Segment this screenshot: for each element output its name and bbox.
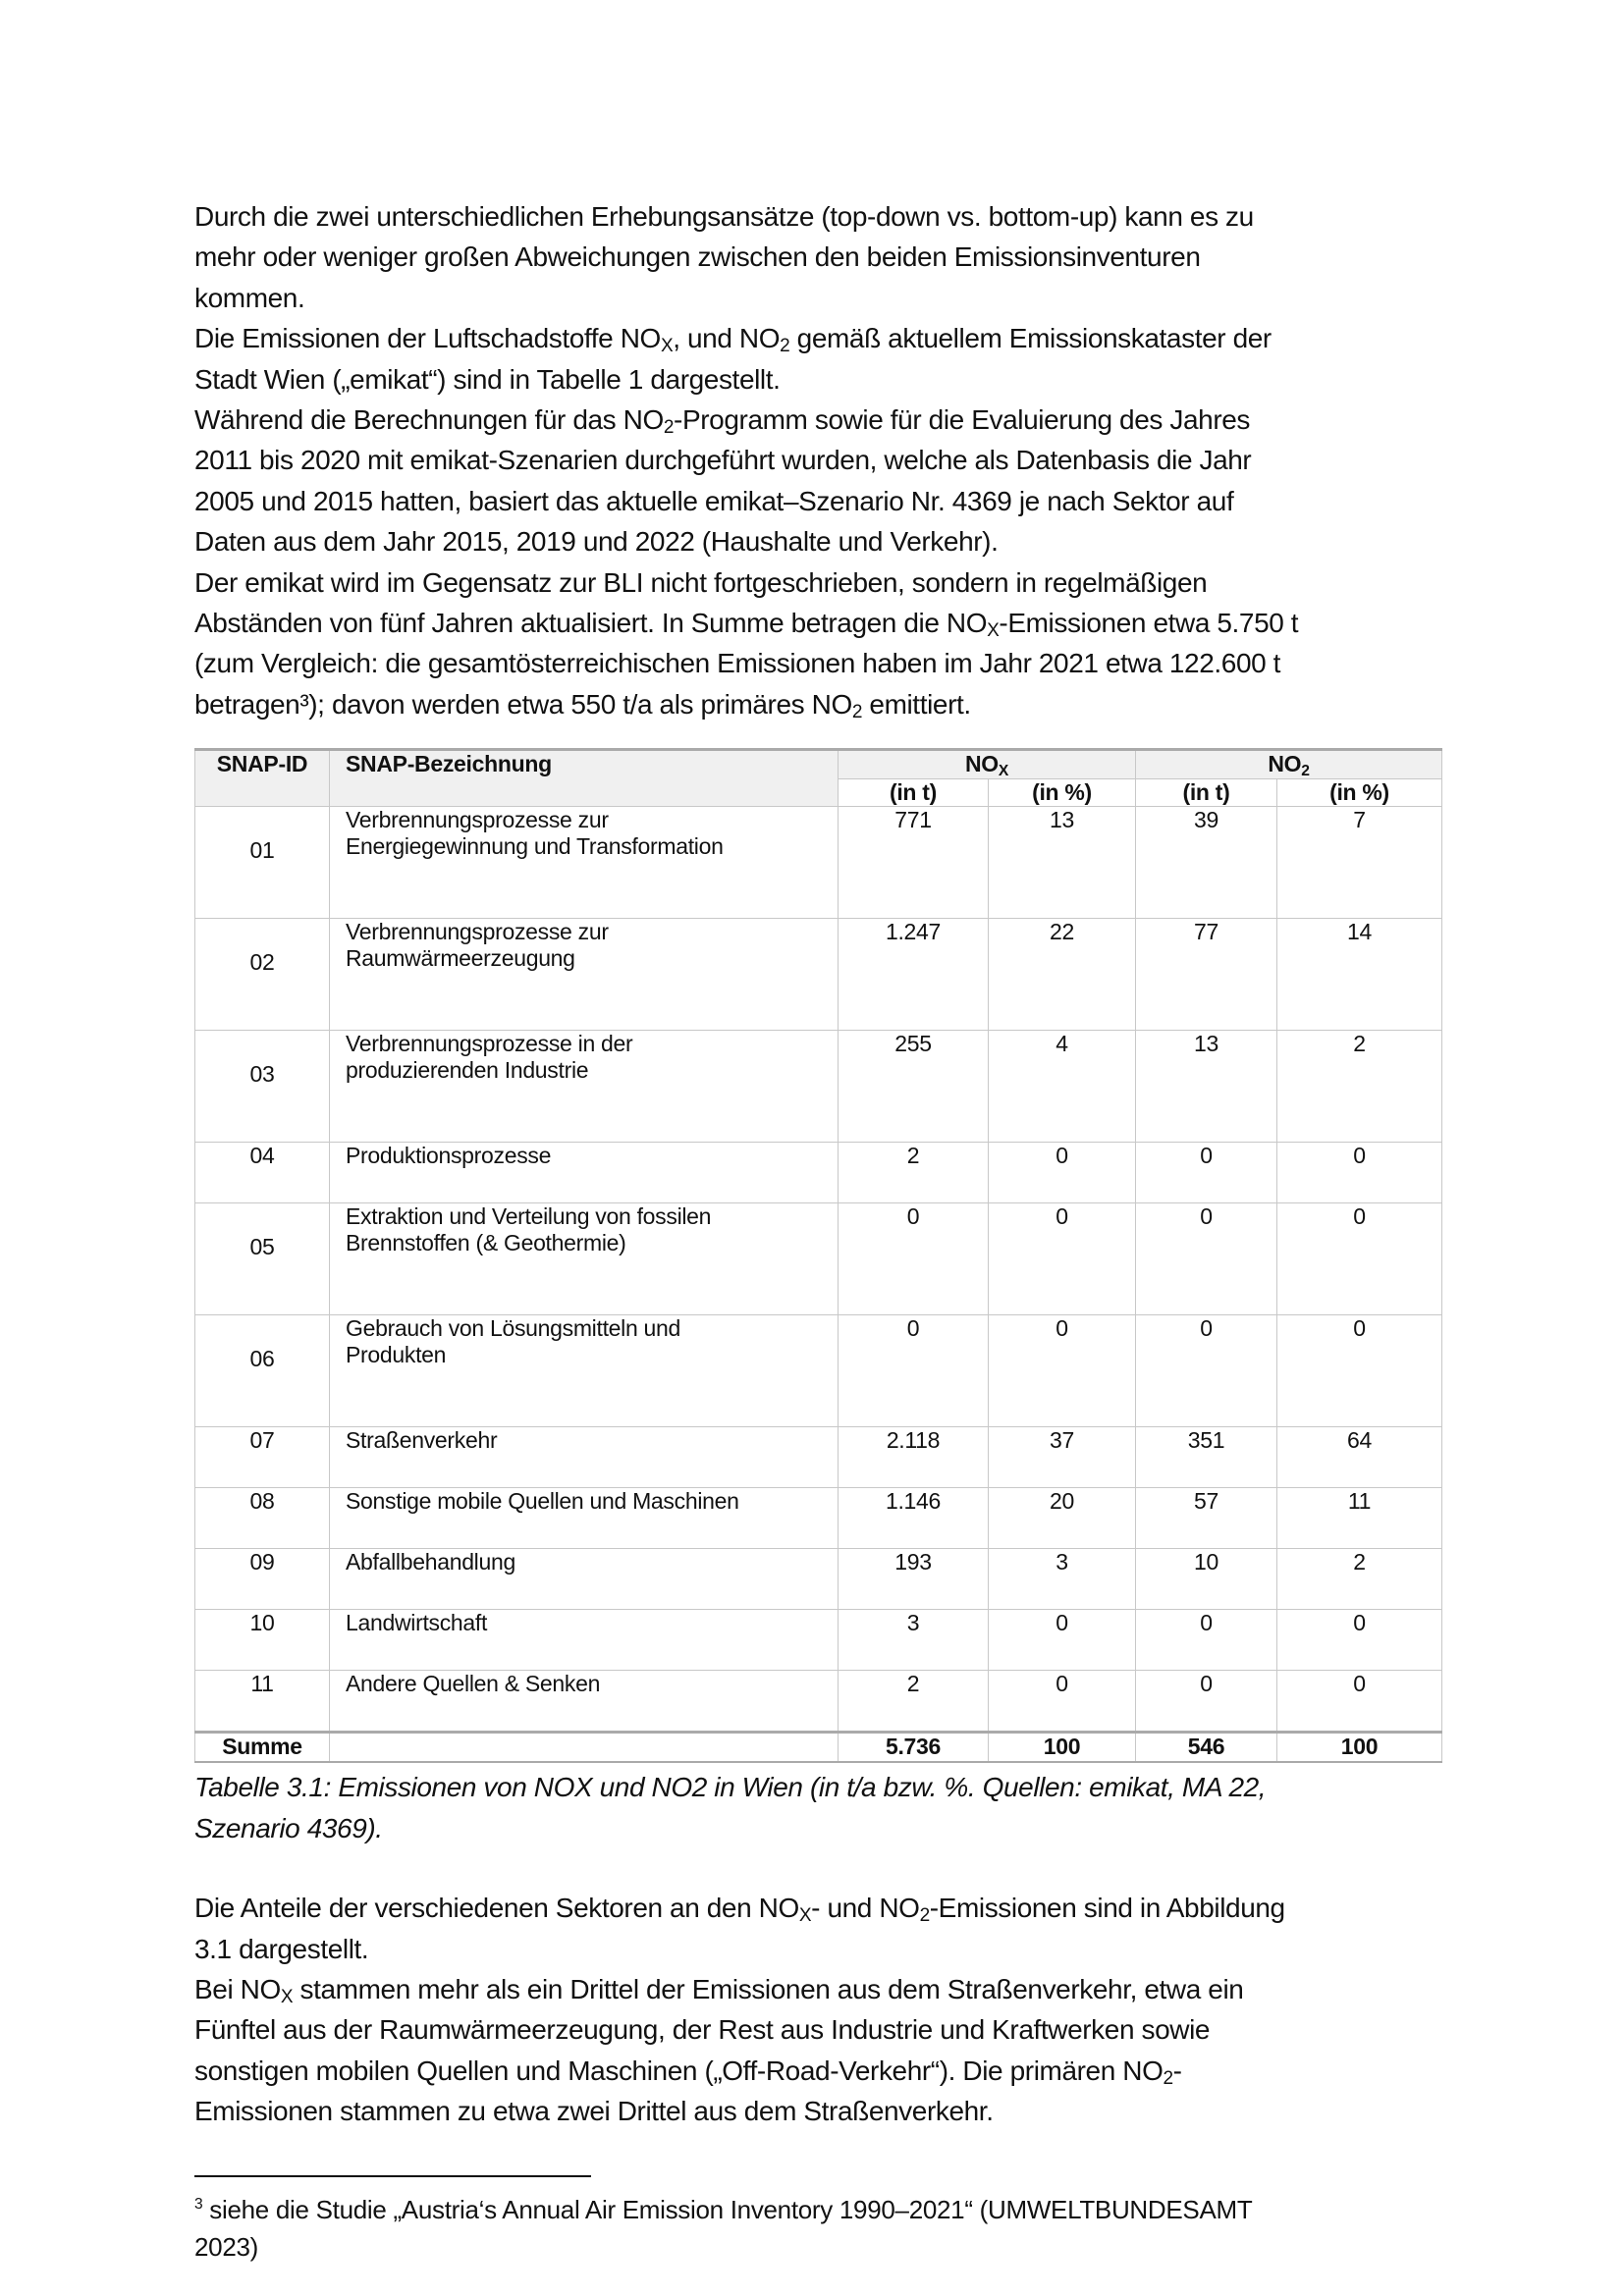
text-line [194, 318, 1451, 358]
text-segment: Die Emissionen der Luftschadstoffe NO [194, 323, 661, 354]
table-row [195, 1671, 1442, 1733]
no2-pct-cell: 7 [1277, 807, 1442, 919]
text-line [194, 400, 1451, 440]
text-segment: emittiert. [862, 688, 971, 720]
table-row [195, 1203, 1442, 1315]
sum-label: Summe [195, 1733, 330, 1763]
table-caption [194, 1767, 1451, 1848]
table-row [195, 807, 1442, 919]
nox-pct-cell: 22 [989, 919, 1136, 1031]
table-row [195, 1549, 1442, 1610]
text-line [194, 2051, 1451, 2091]
no2-pct-cell: 0 [1277, 1143, 1442, 1203]
snap-name-line: Raumwärmeerzeugung [346, 945, 575, 972]
no2-t-cell: 351 [1136, 1427, 1277, 1488]
nox-pct-cell: 3 [989, 1549, 1136, 1610]
no2-t-cell: 0 [1136, 1203, 1277, 1315]
nox-t-cell: 2 [839, 1143, 989, 1203]
text-segment: Stadt Wien („emikat“) sind in Tabelle 1 dargestellt. [194, 363, 781, 395]
text-line [194, 2009, 1451, 2050]
nox-t-cell: 255 [839, 1031, 989, 1143]
snap-name-line: Produktionsprozesse [346, 1143, 552, 1169]
header-nox: NOX [839, 750, 1136, 779]
snap-id-cell: 04 [195, 1143, 330, 1203]
nox-pct-cell: 0 [989, 1671, 1136, 1733]
header-no2-t: (in t) [1136, 779, 1277, 807]
table-row [195, 1610, 1442, 1671]
subscript: X [987, 620, 1000, 642]
nox-pct-cell: 0 [989, 1315, 1136, 1427]
snap-id-cell: 06 [195, 1315, 330, 1427]
text-line [194, 1888, 1451, 1928]
caption-line: Tabelle 3.1: Emissionen von NOX und NO2 in Wien (in t/a bzw. %. Quellen: emikat, MA 22, [194, 1772, 1267, 1803]
text-segment: -Emissionen sind in Abbildung [929, 1893, 1285, 1924]
header-no2: NO2 [1136, 750, 1442, 779]
table-row [195, 1315, 1442, 1427]
table-row [195, 1427, 1442, 1488]
snap-name-line: Andere Quellen & Senken [346, 1671, 601, 1697]
snap-name-cell [330, 1671, 839, 1733]
nox-t-cell: 1.247 [839, 919, 989, 1031]
paragraph [194, 196, 1451, 318]
page-content [194, 0, 1451, 2266]
subscript: 2 [1163, 2067, 1173, 2089]
snap-name-cell [330, 1610, 839, 1671]
caption-line: Szenario 4369). [194, 1812, 383, 1843]
text-line [194, 481, 1451, 521]
header-snap-id: SNAP-ID [195, 750, 330, 807]
text-line [194, 196, 1451, 237]
emissions-table [194, 748, 1442, 1763]
snap-id-cell: 08 [195, 1488, 330, 1549]
no2-t-cell: 77 [1136, 919, 1277, 1031]
snap-name-line: Verbrennungsprozesse in der [346, 1031, 633, 1057]
text-line [194, 643, 1451, 683]
text-segment: Emissionen stammen zu etwa zwei Drittel aus dem Straßenverkehr. [194, 2096, 994, 2127]
sum-row [195, 1733, 1442, 1763]
nox-t-cell: 2.118 [839, 1427, 989, 1488]
snap-name-line: Landwirtschaft [346, 1610, 488, 1636]
nox-pct-cell: 0 [989, 1610, 1136, 1671]
table-row [195, 1031, 1442, 1143]
snap-name-cell [330, 919, 839, 1031]
nox-t-cell: 0 [839, 1203, 989, 1315]
snap-name-line: Brennstoffen (& Geothermie) [346, 1230, 626, 1256]
text-segment: -Emissionen etwa 5.750 t [999, 608, 1299, 639]
snap-name-cell [330, 807, 839, 919]
text-line [194, 1969, 1451, 2009]
text-segment: 2011 bis 2020 mit emikat-Szenarien durchgeführt wurden, welche als Datenbasis die Jahr [194, 445, 1252, 476]
no2-pct-cell: 14 [1277, 919, 1442, 1031]
text-segment: Fünftel aus der Raumwärmeerzeugung, der Rest aus Industrie und Kraftwerken sowie [194, 2014, 1211, 2046]
text-segment: - [1172, 2055, 1182, 2086]
text-segment: Die Anteile der verschiedenen Sektoren an den NO [194, 1893, 799, 1924]
body-text-bottom [194, 1888, 1451, 2131]
text-segment: sonstigen mobilen Quellen und Maschinen („Off-Road-Verkehr“). Die primären NO [194, 2055, 1164, 2086]
text-line [194, 1929, 1451, 1969]
snap-name-line: Verbrennungsprozesse zur [346, 807, 609, 833]
snap-id-cell: 03 [195, 1031, 330, 1143]
text-segment: Abständen von fünf Jahren aktualisiert. In Summe betragen die NO [194, 608, 988, 639]
snap-name-cell [330, 1315, 839, 1427]
no2-t-cell: 0 [1136, 1315, 1277, 1427]
no2-pct-cell: 11 [1277, 1488, 1442, 1549]
snap-name-line: Sonstige mobile Quellen und Maschinen [346, 1488, 739, 1515]
subscript: 2 [663, 417, 675, 439]
subscript: X [280, 1987, 294, 2008]
snap-name-cell [330, 1549, 839, 1610]
header-snap-name: SNAP-Bezeichnung [330, 750, 839, 807]
text-segment: Bei NO [194, 1973, 281, 2004]
paragraph [194, 562, 1451, 725]
text-line [194, 521, 1451, 561]
nox-pct-cell: 13 [989, 807, 1136, 919]
sum-empty-cell [330, 1733, 839, 1763]
text-segment: Der emikat wird im Gegensatz zur BLI nicht fortgeschrieben, sondern in regelmäßigen [194, 566, 1208, 598]
text-segment: kommen. [194, 282, 305, 313]
text-line [194, 359, 1451, 400]
snap-name-cell [330, 1427, 839, 1488]
snap-id-cell: 11 [195, 1671, 330, 1733]
snap-name-cell [330, 1488, 839, 1549]
snap-name-line: Extraktion und Verteilung von fossilen [346, 1203, 712, 1230]
header-no2-pct: (in %) [1277, 779, 1442, 807]
footnote-line: 2023) [194, 2231, 258, 2262]
snap-name-line: Produkten [346, 1342, 447, 1368]
no2-t-cell: 57 [1136, 1488, 1277, 1549]
text-segment: - und NO [811, 1893, 920, 1924]
snap-id-cell: 07 [195, 1427, 330, 1488]
snap-id-cell: 10 [195, 1610, 330, 1671]
table-row [195, 919, 1442, 1031]
no2-pct-cell: 64 [1277, 1427, 1442, 1488]
snap-id-cell: 02 [195, 919, 330, 1031]
footnote-line: $^3$ siehe die Studie „Austria‘s Annual Air Emission Inventory 1990–2021“ (UMWELTBUNDESAMT [194, 2194, 1253, 2224]
snap-name-line: Energiegewinnung und Transformation [346, 833, 724, 860]
sum-nox-t: 5.736 [839, 1733, 989, 1763]
text-segment: Durch die zwei unterschiedlichen Erhebungsansätze (top-down vs. bottom-up) kann es zu [194, 201, 1254, 232]
nox-t-cell: 0 [839, 1315, 989, 1427]
text-line [194, 603, 1451, 643]
snap-id-cell: 01 [195, 807, 330, 919]
nox-pct-cell: 4 [989, 1031, 1136, 1143]
text-line [194, 684, 1451, 724]
snap-id-cell: 09 [195, 1549, 330, 1610]
no2-t-cell: 0 [1136, 1143, 1277, 1203]
text-segment: 3.1 dargestellt. [194, 1933, 369, 1964]
nox-t-cell: 193 [839, 1549, 989, 1610]
body-text-top [194, 196, 1451, 724]
text-line [194, 2091, 1451, 2131]
nox-t-cell: 2 [839, 1671, 989, 1733]
nox-t-cell: 1.146 [839, 1488, 989, 1549]
footnote-divider [194, 2175, 591, 2177]
paragraph [194, 400, 1451, 562]
text-line [194, 237, 1451, 277]
sum-no2-t: 546 [1136, 1733, 1277, 1763]
sum-nox-pct: 100 [989, 1733, 1136, 1763]
paragraph [194, 318, 1451, 400]
no2-pct-cell: 2 [1277, 1549, 1442, 1610]
paragraph [194, 1969, 1451, 2132]
snap-name-line: Verbrennungsprozesse zur [346, 919, 609, 945]
no2-pct-cell: 0 [1277, 1203, 1442, 1315]
no2-t-cell: 13 [1136, 1031, 1277, 1143]
nox-pct-cell: 0 [989, 1143, 1136, 1203]
text-segment: mehr oder weniger großen Abweichungen zwischen den beiden Emissionsinventuren [194, 241, 1201, 273]
sum-no2-pct: 100 [1277, 1733, 1442, 1763]
paragraph [194, 1888, 1451, 1969]
snap-name-line: Abfallbehandlung [346, 1549, 515, 1575]
text-segment: gemäß aktuellem Emissionskataster der [789, 323, 1272, 354]
text-line [194, 562, 1451, 603]
subscript: X [798, 1905, 812, 1927]
text-segment: Während die Berechnungen für das NO [194, 404, 664, 436]
subscript: 2 [919, 1905, 930, 1927]
text-segment: , und NO [673, 323, 781, 354]
nox-t-cell: 771 [839, 807, 989, 919]
subscript: 2 [780, 336, 790, 357]
table-row [195, 1488, 1442, 1549]
text-segment: (zum Vergleich: die gesamtösterreichischen Emissionen haben im Jahr 2021 etwa 122.600 t [194, 648, 1281, 679]
no2-pct-cell: 0 [1277, 1610, 1442, 1671]
text-line [194, 278, 1451, 318]
header-nox-pct: (in %) [989, 779, 1136, 807]
text-line [194, 440, 1451, 480]
text-segment: betragen³); davon werden etwa 550 t/a als primäres NO [194, 688, 852, 720]
no2-t-cell: 39 [1136, 807, 1277, 919]
text-segment: Daten aus dem Jahr 2015, 2019 und 2022 (Haushalte und Verkehr). [194, 526, 999, 558]
snap-name-line: Straßenverkehr [346, 1427, 498, 1454]
nox-t-cell: 3 [839, 1610, 989, 1671]
footnote-marker: 3 [194, 2196, 203, 2214]
no2-pct-cell: 2 [1277, 1031, 1442, 1143]
table-row [195, 1143, 1442, 1203]
snap-name-line: produzierenden Industrie [346, 1057, 589, 1084]
no2-t-cell: 10 [1136, 1549, 1277, 1610]
snap-name-line: Gebrauch von Lösungsmitteln und [346, 1315, 681, 1342]
nox-pct-cell: 20 [989, 1488, 1136, 1549]
text-segment: -Programm sowie für die Evaluierung des Jahres [674, 404, 1251, 436]
text-segment: stammen mehr als ein Drittel der Emissionen aus dem Straßenverkehr, etwa ein [293, 1973, 1244, 2004]
header-nox-t: (in t) [839, 779, 989, 807]
subscript: 2 [851, 702, 863, 723]
no2-t-cell: 0 [1136, 1610, 1277, 1671]
no2-pct-cell: 0 [1277, 1315, 1442, 1427]
snap-name-cell [330, 1031, 839, 1143]
footnote [194, 2191, 1451, 2266]
snap-id-cell: 05 [195, 1203, 330, 1315]
snap-name-cell [330, 1143, 839, 1203]
nox-pct-cell: 37 [989, 1427, 1136, 1488]
snap-name-cell [330, 1203, 839, 1315]
no2-pct-cell: 0 [1277, 1671, 1442, 1733]
subscript: X [660, 336, 674, 357]
nox-pct-cell: 0 [989, 1203, 1136, 1315]
text-segment: 2005 und 2015 hatten, basiert das aktuelle emikat–Szenario Nr. 4369 je nach Sektor auf [194, 485, 1234, 516]
no2-t-cell: 0 [1136, 1671, 1277, 1733]
